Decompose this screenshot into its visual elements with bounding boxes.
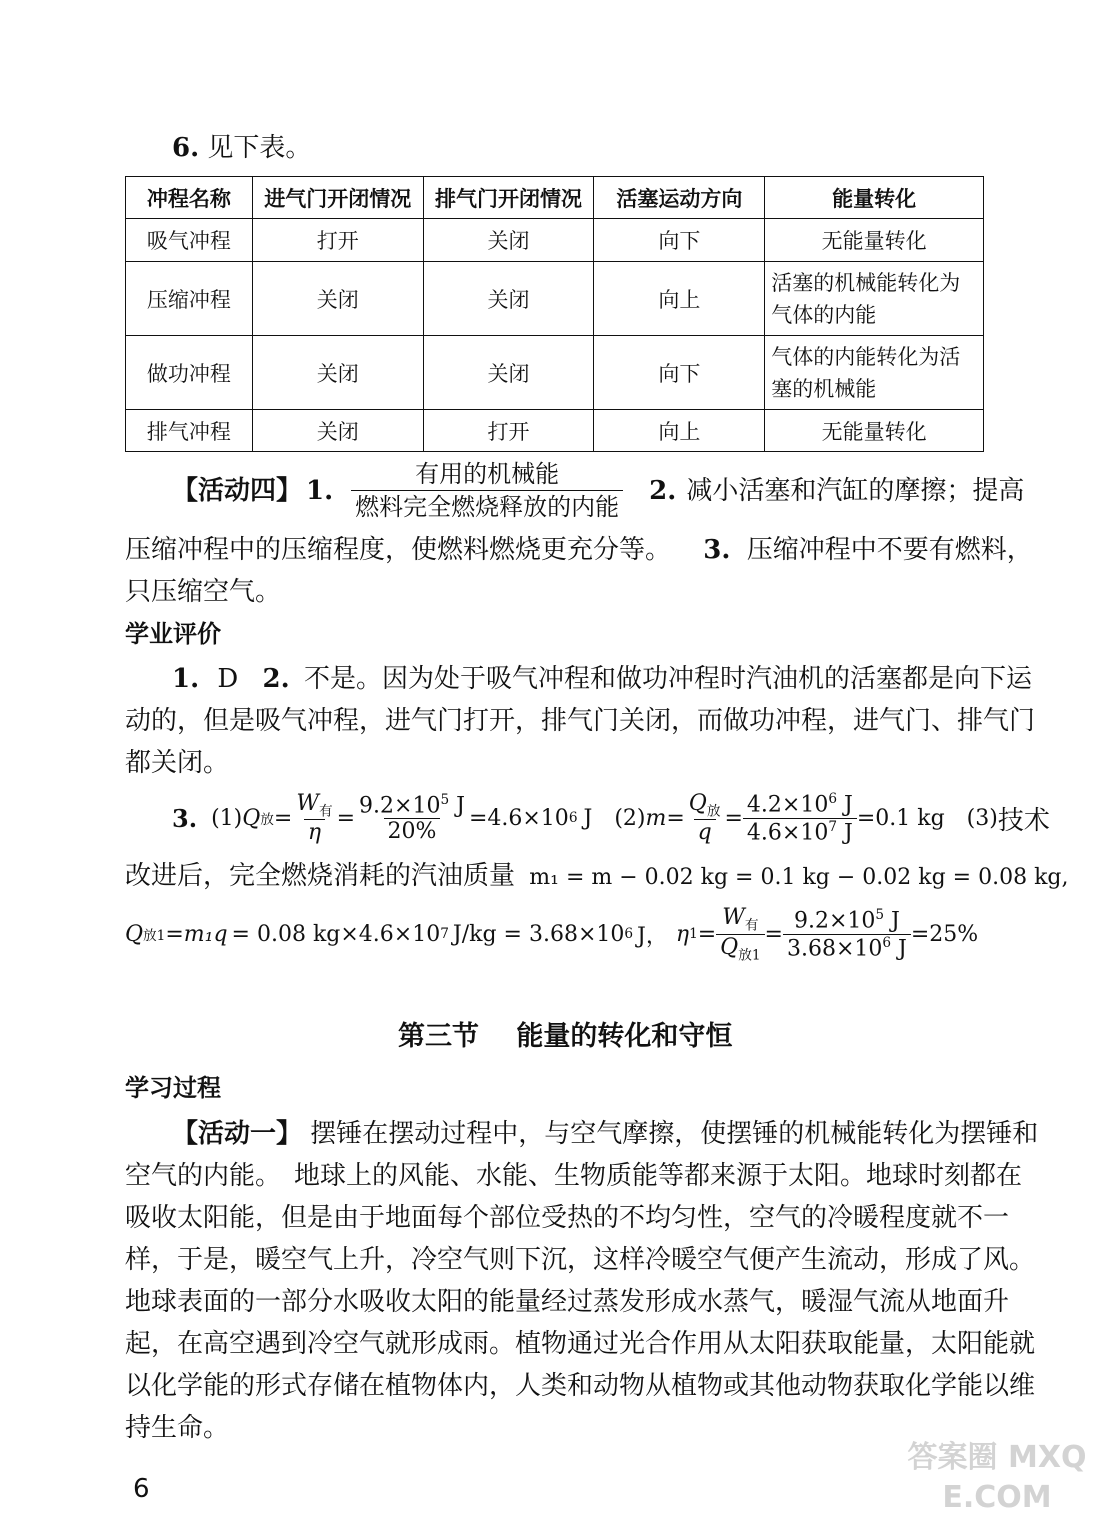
efficiency-fraction: $\frac{\text{有用的机械能}}{\text{燃料完全燃烧释放的内能}}$ (351, 458, 623, 523)
table-cell: 气体的内能转化为活 塞的机械能 (765, 336, 984, 410)
process-heading: 学习过程 (125, 1074, 221, 1102)
fraction-w-over-q1: $\frac{W_有}{Q_{放1}}$ (716, 905, 764, 963)
fraction-w-over-eta: $\frac{W_有}{\eta}$ (296, 790, 333, 846)
activity-1-line: 空气的内能。 地球上的风能、水能、生物质能等都来源于太阳。地球时刻都在 (125, 1161, 1023, 1191)
table-cell: 压缩冲程 (126, 262, 253, 336)
page-number: 6 (133, 1474, 150, 1504)
table-cell: 向下 (594, 336, 765, 410)
evaluation-q2-line-1: 1. D 2. 不是。因为处于吸气冲程和做功冲程时汽油机的活塞都是向下运 (172, 664, 1032, 694)
table-cell: 关闭 (423, 336, 594, 410)
activity-1-line: 样，于是，暖空气上升，冷空气则下沉，这样冷暖空气便产生流动，形成了风。 (125, 1245, 1036, 1275)
fraction-value-3: $\frac{9.2\times 10^5 J}{3.68\times 10^6 J}$ (783, 907, 911, 961)
activity-4-line-2: 压缩冲程中的压缩程度，使燃料燃烧更充分等。 3. 压缩冲程中不要有燃料， (125, 535, 1033, 565)
item-6: 6. 见下表。 (172, 133, 312, 163)
table-cell: 向上 (594, 410, 765, 452)
header-cell: 能量转化 (765, 177, 984, 219)
header-cell: 冲程名称 (126, 177, 253, 219)
section-title: 第三节 能量的转化和守恒 (398, 1021, 733, 1052)
activity-1-line-1: 【活动一】 摆锤在摆动过程中，与空气摩擦，使摆锤的机械能转化为摆锤和 (172, 1119, 1039, 1149)
evaluation-q2-line-3: 都关闭。 (125, 748, 230, 778)
activity-1-line: 吸收太阳能，但是由于地面每个部位受热的不均匀性，空气的冷暖程度就不一 (125, 1203, 1010, 1233)
fraction-value-2: $\frac{4.2\times 10^6 J}{4.6\times 10^7 J}$ (743, 791, 857, 845)
table-row (126, 336, 984, 410)
evaluation-heading: 学业评价 (125, 620, 221, 648)
table-cell: 关闭 (252, 336, 423, 410)
activity-1-line: 地球表面的一部分水吸收太阳的能量经过蒸发形成水蒸气，暖湿气流从地面升 (125, 1287, 1010, 1317)
evaluation-q2-line-2: 动的，但是吸气冲程，进气门打开，排气门关闭，而做功冲程，进气门、排气门 (125, 706, 1036, 736)
table-header-row (126, 177, 984, 219)
table-cell: 吸气冲程 (126, 219, 253, 262)
table-cell: 无能量转化 (765, 410, 984, 452)
table-cell: 做功冲程 (126, 336, 253, 410)
fraction-value-1: $\frac{9.2\times 10^5 J}{20\%}$ (359, 791, 465, 845)
table-cell: 无能量转化 (765, 219, 984, 262)
table-cell: 排气冲程 (126, 410, 253, 452)
table-row (126, 410, 984, 452)
header-cell: 排气门开闭情况 (423, 177, 594, 219)
activity-1-line: 以化学能的形式存储在植物体内，人类和动物从植物或其他动物获取化学能以维 (125, 1371, 1036, 1401)
evaluation-q3-line-3: Q 放1 = m₁q = 0.08 kg×4.6×10 7 J/kg = 3.68×10 6 J， η 1 = $\frac{W_有}{Q_{放1}}$ = $\frac{9.2\times 10^5 J}{3.68\times 10^6 J}$ =25% (125, 905, 979, 963)
activity-4-line-1: 【活动四】 1. $\frac{\text{有用的机械能}}{\text{燃料完全燃烧释放的内能}}$ 2. 减小活塞和汽缸的摩擦；提高 (172, 460, 1025, 521)
activity-1-line: 持生命。 (125, 1413, 230, 1443)
fraction-q-over-q: $\frac{Q_放}{q}$ (688, 790, 721, 846)
table-cell: 关闭 (423, 219, 594, 262)
evaluation-q3-line-2: 改进后，完全燃烧消耗的汽油质量 m₁ = m − 0.02 kg = 0.1 kg − 0.02 kg = 0.08 kg, (125, 861, 1069, 891)
watermark-logo: 答案圈 MXQE.COM (907, 1440, 1087, 1515)
table-row (126, 219, 984, 262)
table-cell: 打开 (252, 219, 423, 262)
table-cell: 关闭 (252, 410, 423, 452)
table-cell: 向下 (594, 219, 765, 262)
evaluation-q3-line-1: 3. (1) Q 放 = $\frac{W_有}{\eta}$ = $\frac{9.2\times 10^5 J}{20\%}$ =4.6×10 6 J (2) m = $\frac{Q_放}{q}$ = $\frac{4.2\times 10^6 J}{4.6\times 10^7 J}$ =0.1 kg (3) 技术 (172, 790, 1050, 846)
activity-4-line-3: 只压缩空气。 (125, 577, 282, 607)
table-cell: 向上 (594, 262, 765, 336)
activity-1-line: 起，在高空遇到冷空气就形成雨。植物通过光合作用从太阳获取能量，太阳能就 (125, 1329, 1036, 1359)
header-cell: 活塞运动方向 (594, 177, 765, 219)
header-cell: 进气门开闭情况 (252, 177, 423, 219)
table-cell: 关闭 (423, 262, 594, 336)
table-row (126, 262, 984, 336)
table-cell: 活塞的机械能转化为 气体的内能 (765, 262, 984, 336)
table-cell: 打开 (423, 410, 594, 452)
four-stroke-table (125, 176, 984, 452)
table-cell: 关闭 (252, 262, 423, 336)
